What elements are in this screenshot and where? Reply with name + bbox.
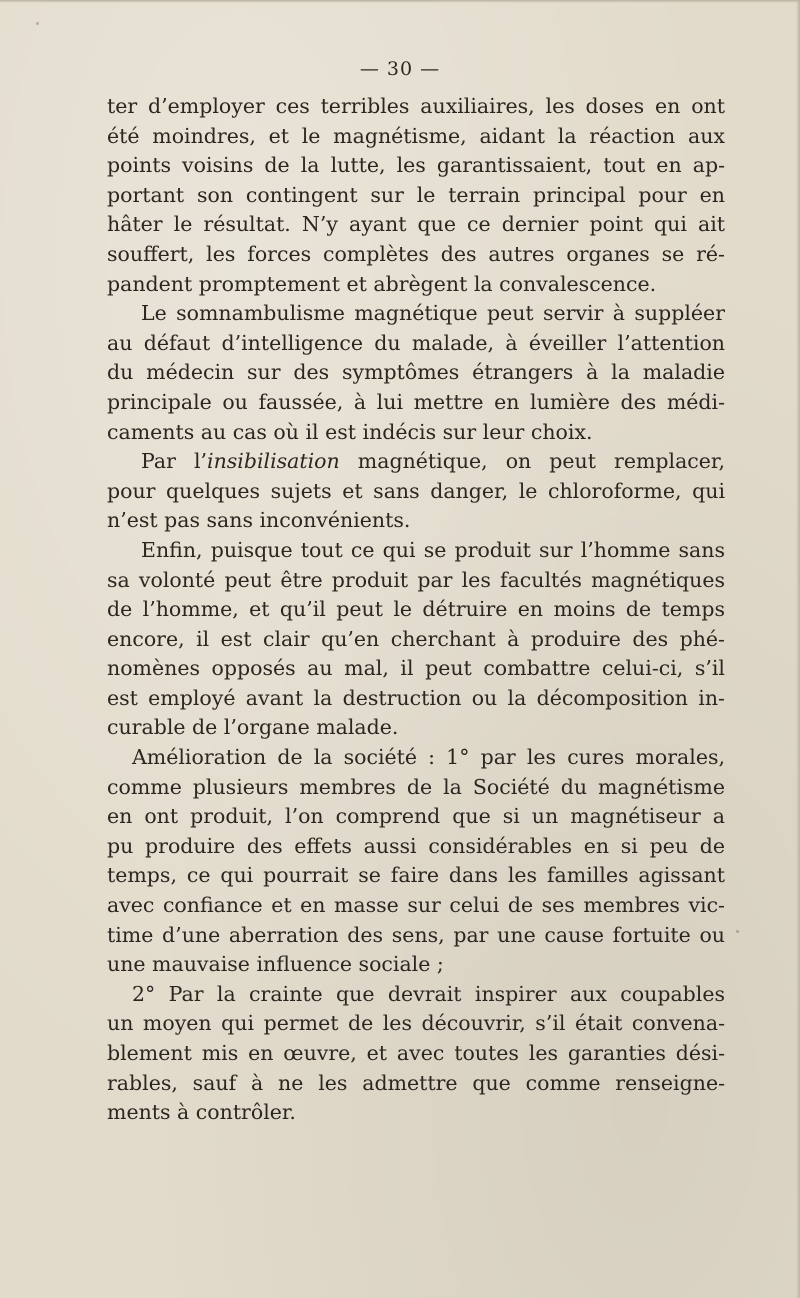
text-line: en ont produit, l’on comprend que si un magnétiseur a bbox=[107, 804, 725, 829]
text-line: time d’une aberration des sens, par une cause fortuite ou bbox=[107, 922, 725, 947]
text-line: un moyen qui permet de les découvrir, s’il était convena- bbox=[107, 1011, 725, 1036]
text-line: 2° Par la crainte que devrait inspirer aux coupables bbox=[132, 981, 725, 1006]
text-segment: magnétique, on peut remplacer, bbox=[339, 449, 725, 474]
paper-speck bbox=[36, 22, 39, 25]
text-line: du médecin sur des symptômes étrangers à la maladie bbox=[107, 360, 725, 385]
text-line: blement mis en œuvre, et avec toutes les garanties dési- bbox=[107, 1041, 725, 1065]
text-line: été moindres, et le magnétisme, aidant la réaction aux bbox=[107, 123, 725, 148]
text-line: temps, ce qui pourrait se faire dans les familles agissant bbox=[107, 863, 725, 888]
page-top-edge bbox=[0, 0, 800, 3]
text-line: pu produire des effets aussi considérables en si peu de bbox=[107, 833, 725, 858]
text-line: souffert, les forces complètes des autres organes se ré- bbox=[107, 241, 725, 266]
text-line: ter d’employer ces terribles auxiliaires, les doses en ont bbox=[107, 94, 725, 118]
text-line: est employé avant la destruction ou la décomposition in- bbox=[107, 685, 725, 710]
text-line: pandent promptement et abrègent la convalescence. bbox=[107, 271, 657, 296]
italic-term: insibilisation bbox=[207, 449, 340, 474]
text-line: n’est pas sans inconvénients. bbox=[107, 508, 411, 533]
text-line: Enfin, puisque tout ce qui se produit sur l’homme sans bbox=[141, 537, 725, 562]
text-line: ments à contrôler. bbox=[107, 1100, 296, 1125]
text-line: avec confiance et en masse sur celui de ses membres vic- bbox=[107, 893, 725, 918]
text-line: Amélioration de la société : 1° par les cures morales, bbox=[132, 745, 725, 770]
text-line: portant son contingent sur le terrain principal pour en bbox=[107, 182, 725, 207]
paper-speck bbox=[476, 548, 479, 551]
text-line: Le somnambulisme magnétique peut servir à suppléer bbox=[141, 301, 725, 326]
text-line: hâter le résultat. N’y ayant que ce dernier point qui ait bbox=[107, 212, 725, 237]
text-line: une mauvaise influence sociale ; bbox=[107, 952, 444, 977]
text-line: points voisins de la lutte, les garantissaient, tout en ap- bbox=[107, 153, 725, 178]
text-line: principale ou faussée, à lui mettre en lumière des médi- bbox=[107, 389, 725, 414]
text-line: rables, sauf à ne les admettre que comme renseigne- bbox=[107, 1070, 725, 1095]
text-line: comme plusieurs membres de la Société du magnétisme bbox=[107, 774, 725, 799]
text-line: curable de l’organe malade. bbox=[107, 715, 399, 740]
text-line: sa volonté peut être produit par les facultés magnétiques bbox=[107, 567, 725, 592]
text-line: pour quelques sujets et sans danger, le chloroforme, qui bbox=[107, 478, 725, 503]
text-line: au défaut d’intelligence du malade, à éveiller l’attention bbox=[107, 330, 725, 355]
text-line: encore, il est clair qu’en cherchant à produire des phé- bbox=[107, 626, 725, 651]
text-line: nomènes opposés au mal, il peut combattre celui-ci, s’il bbox=[107, 656, 725, 681]
page-right-edge bbox=[796, 0, 800, 1298]
text-line: caments au cas où il est indécis sur leur choix. bbox=[107, 419, 593, 444]
text-line: de l’homme, et qu’il peut le détruire en moins de temps bbox=[107, 597, 725, 622]
paper-speck bbox=[736, 930, 739, 933]
page-number: — 30 — bbox=[359, 58, 441, 80]
text-line bbox=[107, 447, 725, 477]
text-segment: Par l’ bbox=[141, 449, 208, 474]
body-text bbox=[107, 92, 725, 1128]
